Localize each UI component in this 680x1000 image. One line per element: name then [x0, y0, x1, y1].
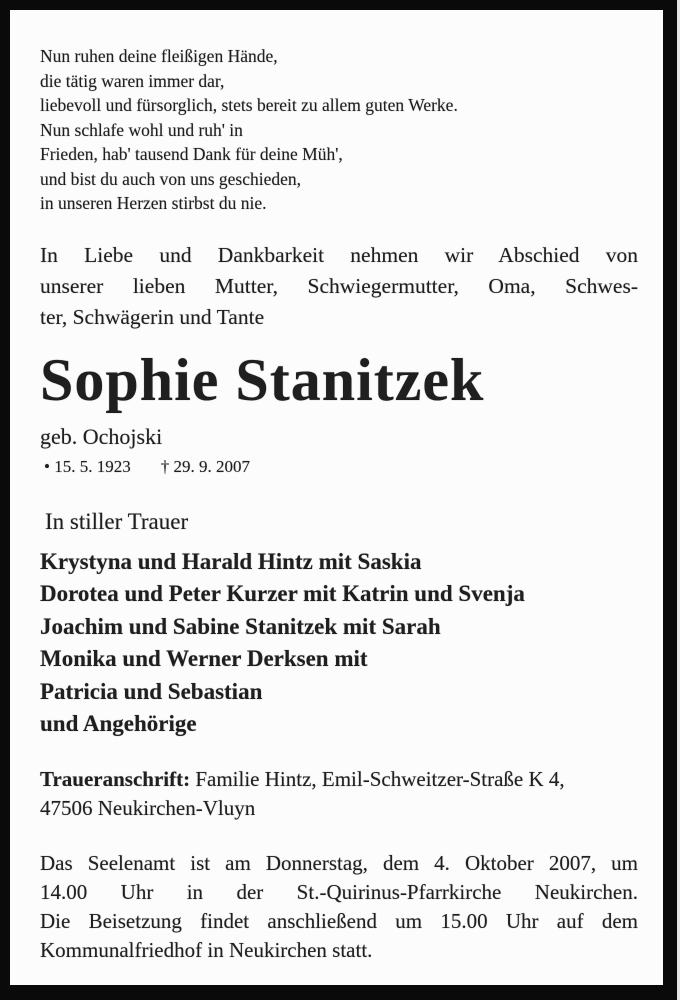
birth-date — [44, 457, 131, 476]
obituary-page — [10, 10, 663, 985]
life-dates — [40, 455, 638, 479]
service-details-paragraph — [40, 849, 638, 965]
maiden-name: geb. Ochojski — [40, 423, 163, 449]
farewell-paragraph — [40, 240, 638, 333]
mourner-line: Monika und Werner Derksen mit — [40, 646, 368, 671]
service-line: Kommunalfriedhof in Neukirchen statt. — [40, 937, 373, 962]
memorial-poem — [40, 44, 638, 216]
address-line — [40, 765, 638, 794]
cross-dagger-icon: † — [160, 456, 170, 476]
birth-date-value: 15. 5. 1923 — [54, 456, 131, 476]
mourning-address — [40, 765, 638, 823]
mourning-intro: In stiller Trauer — [45, 508, 189, 534]
deceased-name: Sophie Stanitzek — [40, 346, 485, 413]
death-date — [161, 457, 250, 476]
death-date-value: 29. 9. 2007 — [173, 456, 250, 476]
poem-line: die tätig waren immer dar, — [40, 70, 225, 91]
service-line: Das Seelenamt ist am Donnerstag, dem 4. Oktober 2007, um — [40, 850, 638, 875]
mourner-line: und Angehörige — [40, 711, 197, 736]
mourner-line: Joachim und Sabine Stanitzek mit Sarah — [40, 613, 441, 639]
mourner-line: Patricia und Sebastian — [40, 678, 263, 704]
mourner-line: Dorotea und Peter Kurzer mit Katrin und Svenja — [40, 581, 525, 606]
poem-line: Nun schlafe wohl und ruh' in — [40, 119, 243, 140]
poem-line: Nun ruhen deine fleißigen Hände, — [40, 46, 278, 66]
address-label: Traueranschrift: — [40, 766, 191, 791]
farewell-line: ter, Schwägerin und Tante — [40, 304, 265, 329]
poem-line: Frieden, hab' tausend Dank für deine Müh', — [40, 144, 343, 164]
address-rest: Familie Hintz, Emil-Schweitzer-Straße K 4, — [190, 766, 565, 791]
farewell-line: In Liebe und Dankbarkeit nehmen wir Abschied von — [40, 242, 638, 267]
service-line: Die Beisetzung findet anschließend um 15.00 Uhr auf dem — [40, 908, 638, 933]
service-line: 14.00 Uhr in der St.-Quirinus-Pfarrkirche Neukirchen. — [40, 879, 638, 904]
poem-line: liebevoll und fürsorglich, stets bereit zu allem guten Werke. — [40, 95, 458, 115]
poem-line: und bist du auch von uns geschieden, — [40, 168, 301, 189]
mourners-list — [40, 546, 638, 741]
poem-line: in unseren Herzen stirbst du nie. — [40, 193, 267, 213]
address-line: 47506 Neukirchen-Vluyn — [40, 795, 256, 820]
mourner-line: Krystyna und Harald Hintz mit Saskia — [40, 548, 422, 574]
birth-symbol-icon: • — [44, 456, 50, 476]
farewell-line: unserer lieben Mutter, Schwiegermutter, Oma, Schwes- — [40, 273, 638, 298]
